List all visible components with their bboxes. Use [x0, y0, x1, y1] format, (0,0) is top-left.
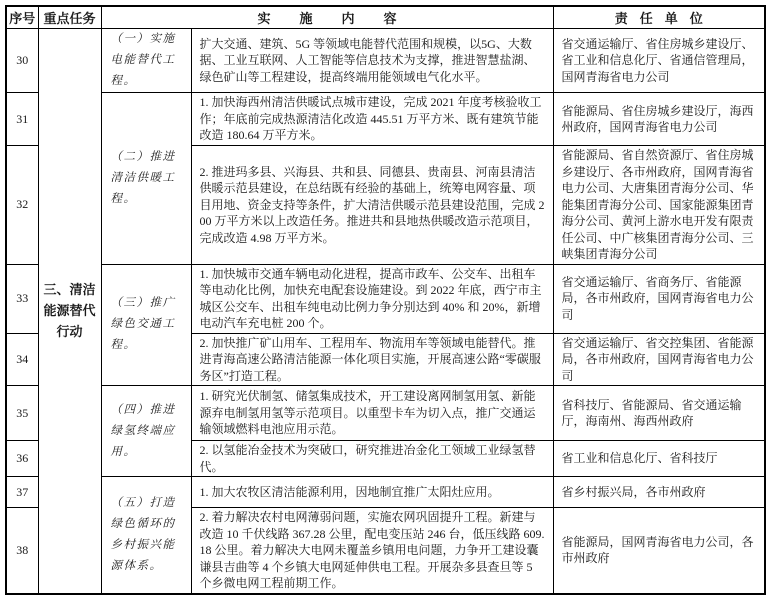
units-cell: 省交通运输厅、省住房城乡建设厅、省工业和信息化厅、省通信管理局，国网青海省电力公司	[553, 29, 765, 93]
header-row	[6, 6, 765, 29]
content-cell: 1. 研究光伏制氢、储氢集成技术，开工建设离网制氢用氢、新能源弃电制氢用氢等示范项目。以重型卡车为切入点，推广交通运输领域燃料电池应用示范。	[191, 386, 553, 441]
subtask-cell-2: （二）推进清洁供暖工程。	[101, 93, 191, 265]
units-cell: 省工业和信息化厅、省科技厅	[553, 441, 765, 477]
content-cell: 2. 加快推广矿山用车、工程用车、物流用车等领域电能替代。推进青海高速公路清洁能源一体化项目实施，开展高速公路“零碳服务区”打造工程。	[191, 333, 553, 386]
subtask-cell-5: （五）打造绿色循环的乡村振兴能源体系。	[101, 477, 191, 594]
task-group-cell: 三、清洁能源替代行动	[38, 29, 101, 594]
content-cell: 1. 加大农牧区清洁能源利用，因地制宜推广太阳灶应用。	[191, 477, 553, 508]
header-content-label: 实施内容	[257, 11, 426, 26]
row-number: 31	[6, 93, 38, 146]
units-cell: 省科技厅、省能源局、省交通运输厅，海南州、海西州政府	[553, 386, 765, 441]
row-number: 38	[6, 508, 38, 594]
units-cell: 省能源局、省自然资源厅、省住房城乡建设厅、各市州政府，国网青海省电力公司、大唐集团青海分公司、华能集团青海分公司、国家能源集团青海分公司、黄河上游水电开发有限责任公司、中广核集团青海分公司、三峡集团青海分公司	[553, 146, 765, 265]
units-cell: 省能源局、省住房城乡建设厅，海西州政府，国网青海省电力公司	[553, 93, 765, 146]
row-number: 34	[6, 333, 38, 386]
implementation-plan-table	[5, 5, 766, 595]
row-number: 37	[6, 477, 38, 508]
table-row-30	[6, 29, 765, 93]
row-number: 36	[6, 441, 38, 477]
content-cell: 1. 加快城市交通车辆电动化进程，提高市政车、公交车、出租车等电动化比例，加快充电配套设施建设。到 2022 年底，西宁市主城区公交车、出租车纯电动比例力争分别达到 40% 和 20%，新增电动汽车充电桩 200 个。	[191, 264, 553, 333]
content-cell: 2. 推进玛多县、兴海县、共和县、同德县、贵南县、河南县清洁供暖示范县建设，在总结既有经验的基础上，统筹电网容量、项目用地、资金支持等条件，扩大清洁供暖示范县建设范围，完成 200 万平方米以上改造任务。推进共和县地热供暖改造示范项目，完成改造 4.98 万平方米。	[191, 146, 553, 265]
table-row-37	[6, 477, 765, 508]
units-cell: 省交通运输厅、省交控集团、省能源局，各市州政府，国网青海省电力公司	[553, 333, 765, 386]
units-cell: 省交通运输厅、省商务厅、省能源局，各市州政府，国网青海省电力公司	[553, 264, 765, 333]
content-cell: 2. 以氢能冶金技术为突破口，研究推进冶金化工领域工业绿氢替代。	[191, 441, 553, 477]
subtask-cell-3: （三）推广绿色交通工程。	[101, 264, 191, 386]
header-unit-label: 责任单位	[614, 11, 715, 26]
header-no: 序号	[6, 6, 38, 29]
header-task: 重点任务	[38, 6, 101, 29]
subtask-cell-4: （四）推进绿氢终端应用。	[101, 386, 191, 477]
row-number: 32	[6, 146, 38, 265]
content-cell: 1. 加快海西州清洁供暖试点城市建设，完成 2021 年度考核验收工作；年底前完成热源清洁化改造 445.51 万平方米、既有建筑节能改造 180.64 万平方米。	[191, 93, 553, 146]
table-row-31	[6, 93, 765, 146]
row-number: 35	[6, 386, 38, 441]
content-cell: 2. 着力解决农村电网薄弱问题，实施农网巩固提升工程。新建与改造 10 千伏线路 367.28 公里，配电变压站 246 台，低压线路 609.18 公里。着力解决大电网未覆盖乡镇用电问题，力争开工建设囊谦县吉曲等 4 个乡镇大电网延伸供电工程。开展杂多县查旦等 5 个乡微电网工程前期工作。	[191, 508, 553, 594]
units-cell: 省能源局，国网青海省电力公司，各市州政府	[553, 508, 765, 594]
subtask-cell-1: （一）实施电能替代工程。	[101, 29, 191, 93]
header-unit	[553, 6, 765, 29]
units-cell: 省乡村振兴局，各市州政府	[553, 477, 765, 508]
table-row-35	[6, 386, 765, 441]
row-number: 33	[6, 264, 38, 333]
header-content	[101, 6, 553, 29]
table-row-33	[6, 264, 765, 333]
row-number: 30	[6, 29, 38, 93]
content-cell: 扩大交通、建筑、5G 等领域电能替代范围和规模，以5G、大数据、工业互联网、人工智能等信息技术为支撑，推进智慧盐湖、绿色矿山等工程建设，提高终端用能领域电气化水平。	[191, 29, 553, 93]
